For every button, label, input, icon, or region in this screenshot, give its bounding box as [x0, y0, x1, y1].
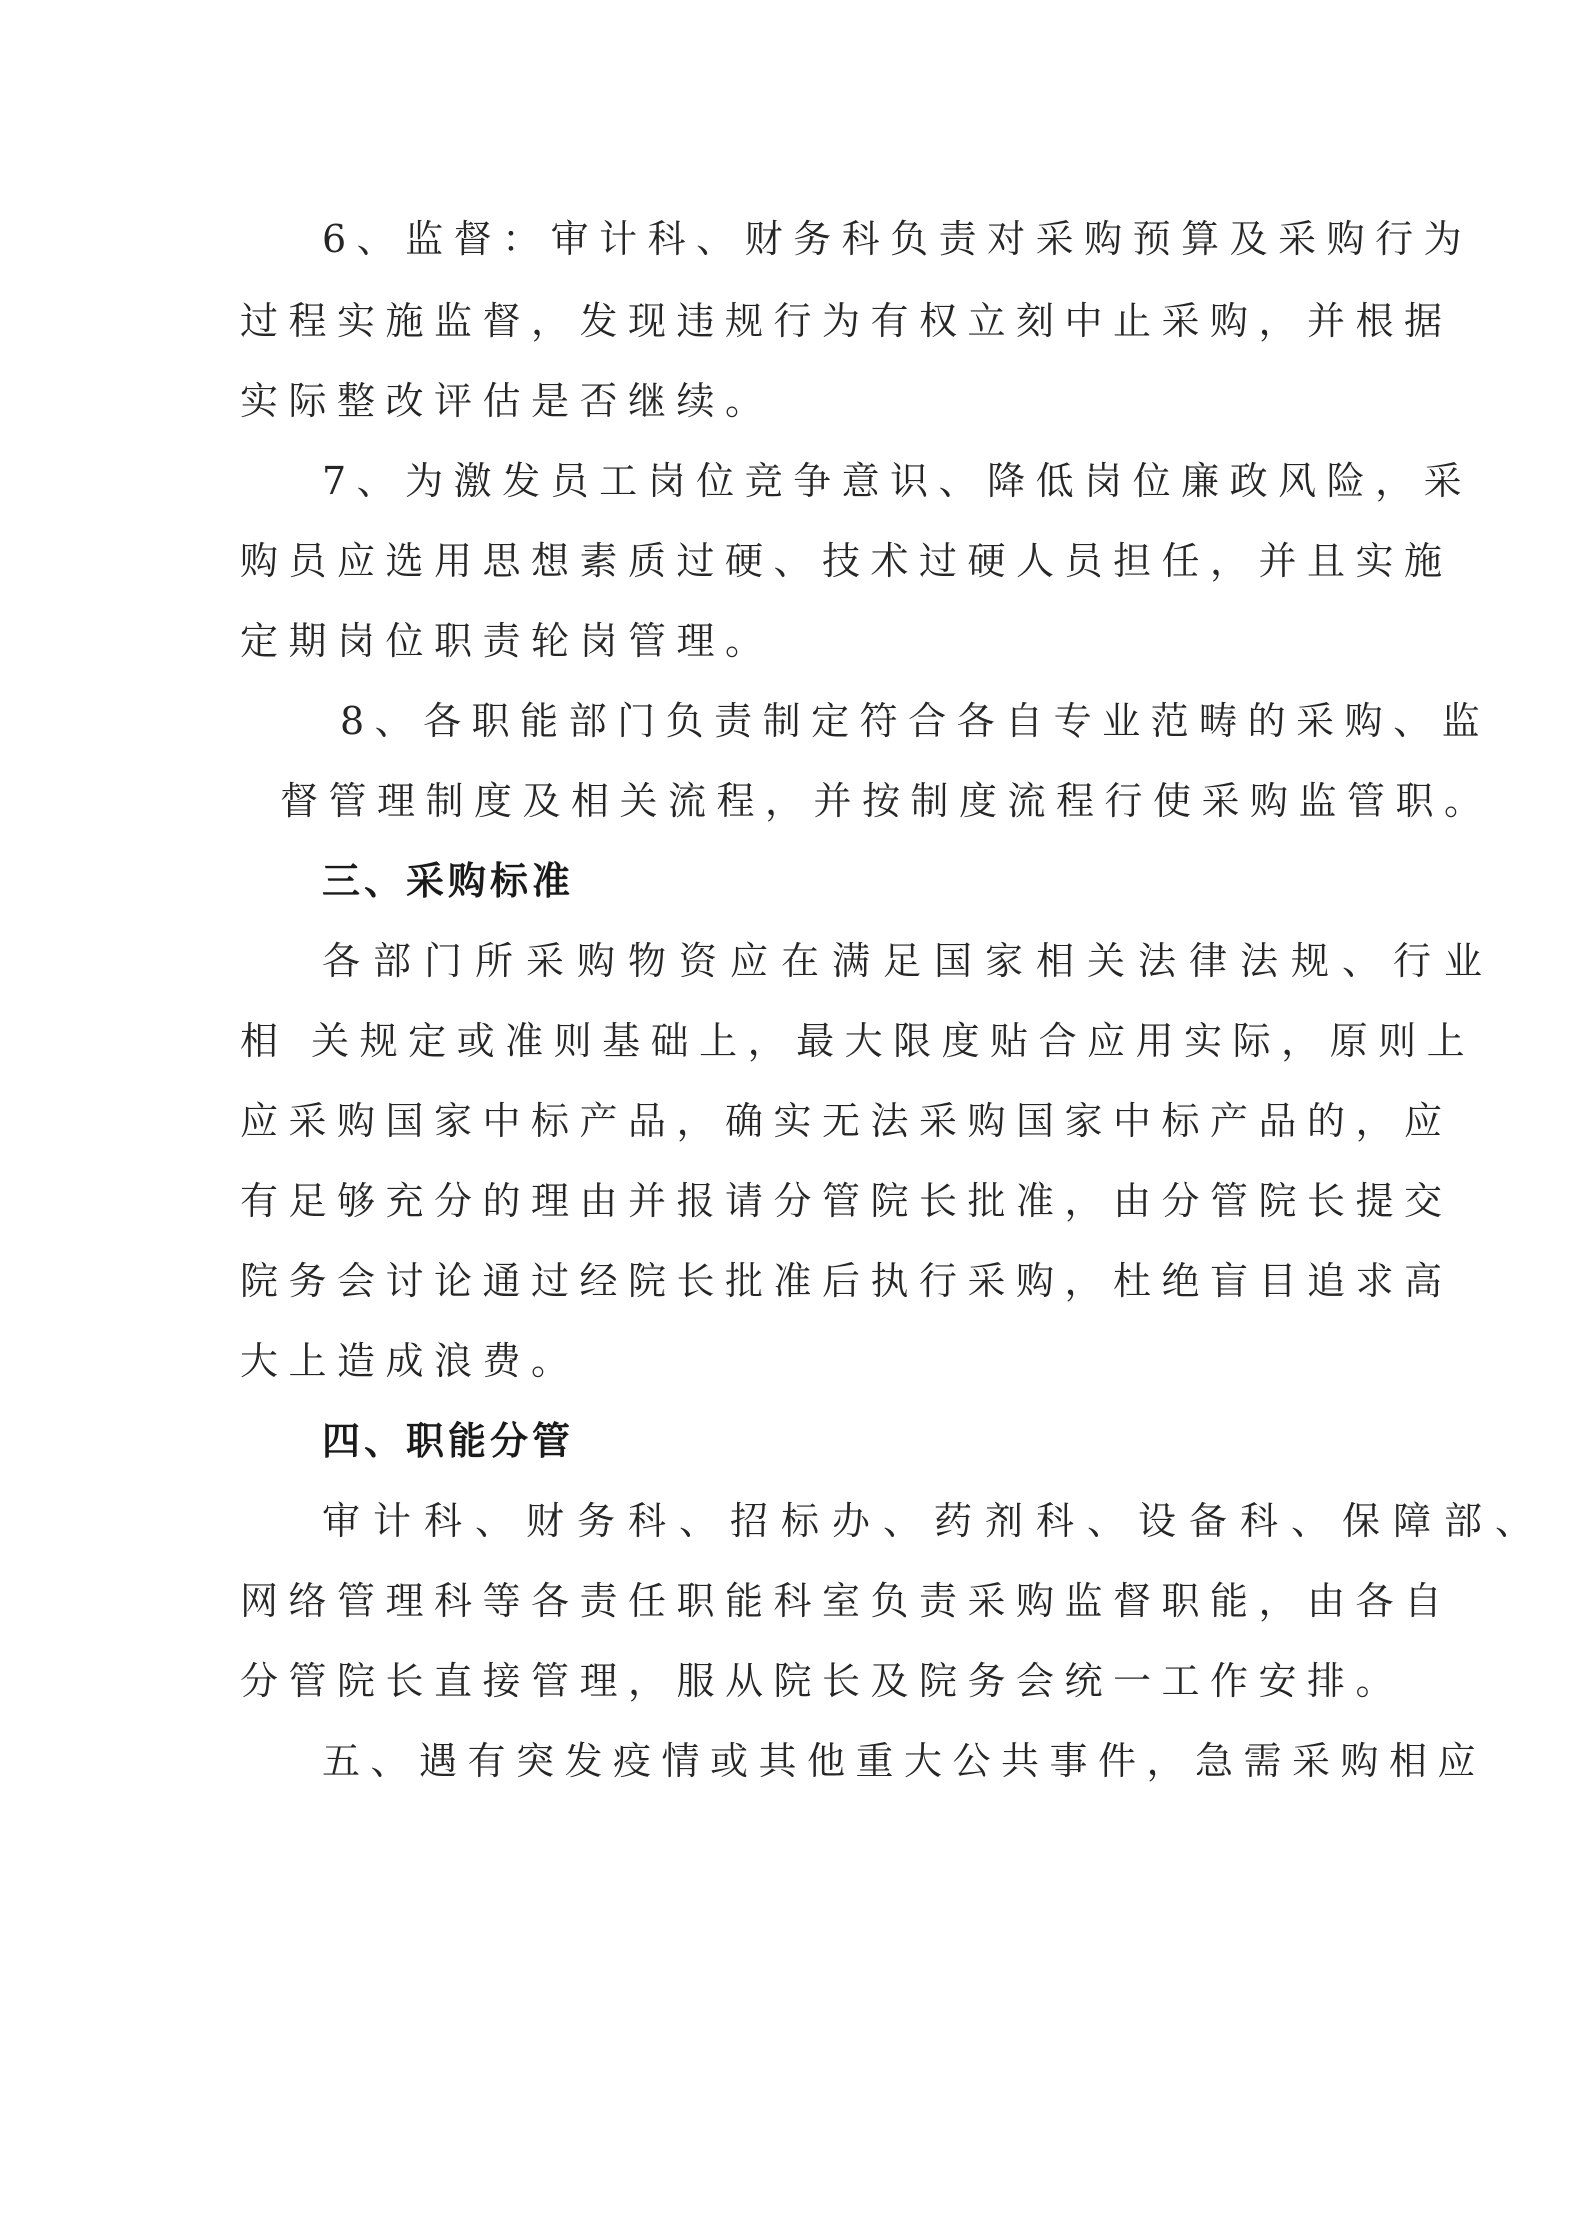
item-7-line-1: 7、为激发员工岗位竞争意识、降低岗位廉政风险，采 [322, 459, 1473, 503]
item-7-line-2: 购员应选用思想素质过硬、技术过硬人员担任，并且实施 [240, 539, 1453, 583]
section-3-line-2: 相 关规定或准则基础上，最大限度贴合应用实际，原则上 [240, 1019, 1476, 1063]
section-4-line-1: 审计科、财务科、招标办、药剂科、设备科、保障部、 [322, 1499, 1547, 1543]
item-8-line-2: 督管理制度及相关流程，并按制度流程行使采购监管职。 [280, 779, 1493, 823]
section-3-line-4: 有足够充分的理由并报请分管院长批准，由分管院长提交 [240, 1179, 1453, 1223]
section-3-line-5: 院务会讨论通过经院长批准后执行采购，杜绝盲目追求高 [240, 1259, 1453, 1303]
section-4-line-3: 分管院长直接管理，服从院长及院务会统一工作安排。 [240, 1659, 1405, 1703]
item-6-line-3: 实际整改评估是否继续。 [240, 379, 774, 423]
item-6-line-1: 6、监督：审计科、财务科负责对采购预算及采购行为 [322, 217, 1473, 261]
section-3-line-1: 各部门所采购物资应在满足国家相关法律法规、行业 [322, 939, 1496, 983]
section-3-heading: 三、采购标准 [322, 859, 575, 903]
section-4-heading: 四、职能分管 [322, 1419, 575, 1463]
item-6-line-2: 过程实施监督，发现违规行为有权立刻中止采购，并根据 [240, 299, 1453, 343]
item-7-line-3: 定期岗位职责轮岗管理。 [240, 619, 774, 663]
section-3-line-6: 大上造成浪费。 [240, 1339, 580, 1383]
section-3-line-3: 应采购国家中标产品，确实无法采购国家中标产品的，应 [240, 1099, 1453, 1143]
item-8-line-1: 8、各职能部门负责制定符合各自专业范畴的采购、监 [340, 699, 1491, 743]
section-4-line-2: 网络管理科等各责任职能科室负责采购监督职能，由各自 [240, 1579, 1453, 1623]
section-5-line-1: 五、遇有突发疫情或其他重大公共事件，急需采购相应 [322, 1739, 1487, 1783]
